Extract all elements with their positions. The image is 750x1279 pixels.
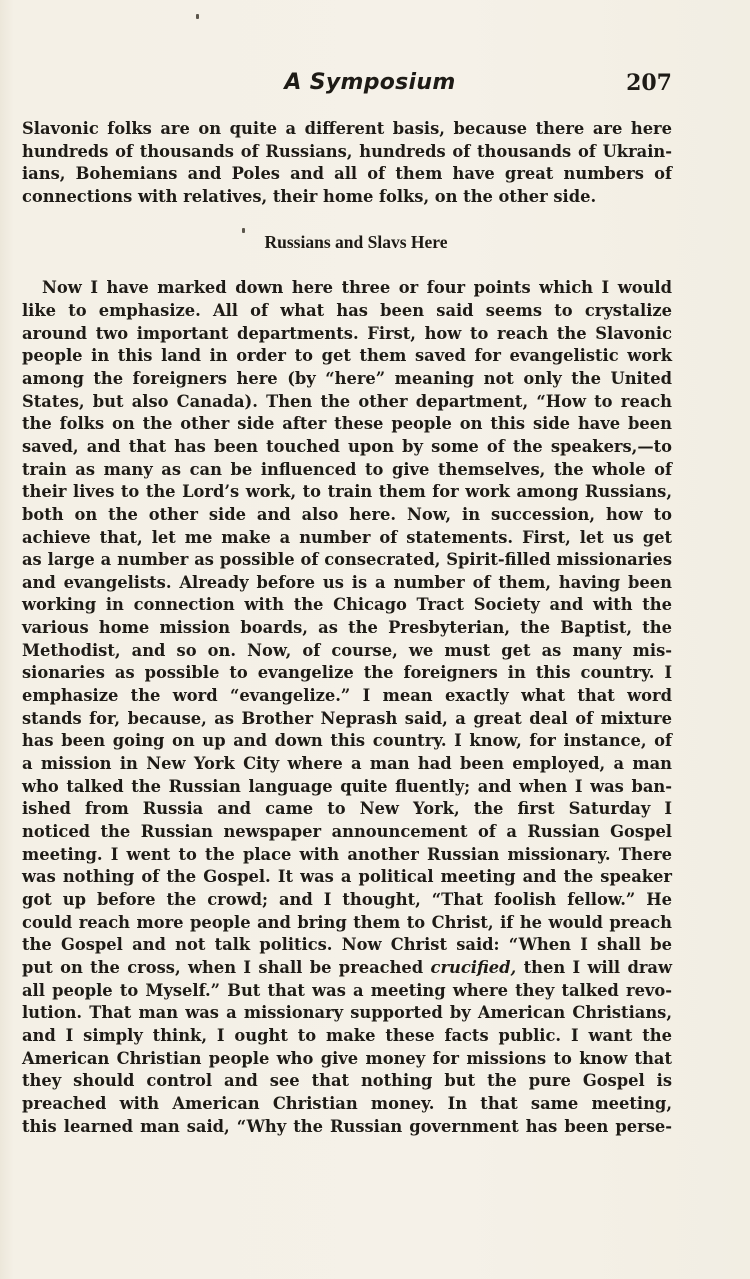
text-line: connections with relatives, their home folks, on the other side.: [22, 186, 597, 206]
text-line: the folks on the other side after these people on this side have been: [22, 414, 672, 434]
text-line: they should control and see that nothing but the pure Gospel is: [22, 1071, 672, 1091]
text-line: as large a number as possible of consecrated, Spirit-filled missionaries: [22, 550, 672, 570]
text-line: hundreds of thousands of Russians, hundreds of thousands of Ukrain-: [22, 141, 672, 161]
paragraph-2: [22, 277, 672, 1138]
text-line: ians, Bohemians and Poles and all of them have great numbers of: [22, 164, 672, 184]
text-line: could reach more people and bring them to Christ, if he would preach: [22, 912, 672, 932]
line-text-before: put on the cross, when I shall be preached: [22, 957, 431, 977]
text-line: saved, and that has been touched upon by some of the speakers,—to: [22, 436, 672, 456]
text-line: a mission in New York City where a man had been employed, a man: [22, 754, 672, 774]
text-line-with-italic: [22, 957, 672, 980]
text-line: this learned man said, “Why the Russian government has been perse-: [22, 1116, 672, 1136]
page-header: [22, 70, 672, 100]
text-line: ished from Russia and came to New York, the first Saturday I: [22, 799, 672, 819]
text-line: the Gospel and not talk politics. Now Christ said: “When I shall be: [22, 935, 672, 955]
text-line: noticed the Russian newspaper announcement of a Russian Gospel: [22, 822, 672, 842]
text-line: Methodist, and so on. Now, of course, we must get as many mis-: [22, 640, 672, 660]
print-speck: [242, 228, 245, 233]
text-line: American Christian people who give money for missions to know that: [22, 1048, 672, 1068]
text-line: working in connection with the Chicago Tract Society and with the: [22, 595, 672, 615]
text-line: sionaries as possible to evangelize the foreigners in this country. I: [22, 663, 672, 683]
text-line: Slavonic folks are on quite a different basis, because there are here: [22, 119, 672, 138]
text-line: people in this land in order to get them saved for evangelistic work: [22, 346, 672, 366]
text-line: all people to Myself.” But that was a meeting where they talked revo-: [22, 980, 672, 1000]
text-line: stands for, because, as Brother Neprash said, a great deal of mixture: [22, 708, 672, 728]
text-line: like to emphasize. All of what has been said seems to crystalize: [22, 300, 672, 320]
text-line: achieve that, let me make a number of statements. First, let us get: [22, 527, 672, 547]
text-line: their lives to the Lord’s work, to train them for work among Russians,: [22, 482, 672, 502]
paragraph-1: [22, 118, 672, 209]
text-line: emphasize the word “evangelize.” I mean exactly what that word: [22, 686, 672, 706]
text-line: was nothing of the Gospel. It was a political meeting and the speaker: [22, 867, 672, 887]
text-line: various home mission boards, as the Presbyterian, the Baptist, the: [22, 618, 672, 638]
text-line: both on the other side and also here. Now, in succession, how to: [22, 504, 672, 524]
text-line: has been going on up and down this country. I know, for instance, of: [22, 731, 672, 751]
page-number: 207: [626, 70, 672, 96]
line-text-after: then I will draw: [516, 957, 672, 977]
print-speck: [196, 14, 199, 19]
text-line: got up before the crowd; and I thought, “That foolish fellow.” He: [22, 890, 672, 909]
body-text: [22, 118, 672, 1138]
text-line: Now I have marked down here three or four points which I would: [42, 278, 672, 298]
text-line: train as many as can be influenced to give themselves, the whole of: [22, 459, 672, 479]
text-line: States, but also Canada). Then the other department, “How to reach: [22, 391, 672, 411]
italic-word: crucified,: [430, 957, 517, 977]
text-line: and evangelists. Already before us is a number of them, having been: [22, 572, 672, 592]
text-line: among the foreigners here (by “here” meaning not only the United: [22, 368, 672, 388]
text-line: who talked the Russian language quite fluently; and when I was ban-: [22, 776, 672, 796]
text-line: lution. That man was a missionary supported by American Christians,: [22, 1003, 672, 1023]
text-line: preached with American Christian money. In that same meeting,: [22, 1093, 672, 1113]
running-title: A Symposium: [284, 70, 456, 95]
text-line: around two important departments. First, how to reach the Slavonic: [22, 323, 672, 343]
text-line: meeting. I went to the place with another Russian missionary. There: [22, 844, 672, 864]
section-heading: Russians and Slavs Here: [264, 231, 448, 252]
text-line: and I simply think, I ought to make these facts public. I want the: [22, 1025, 672, 1045]
